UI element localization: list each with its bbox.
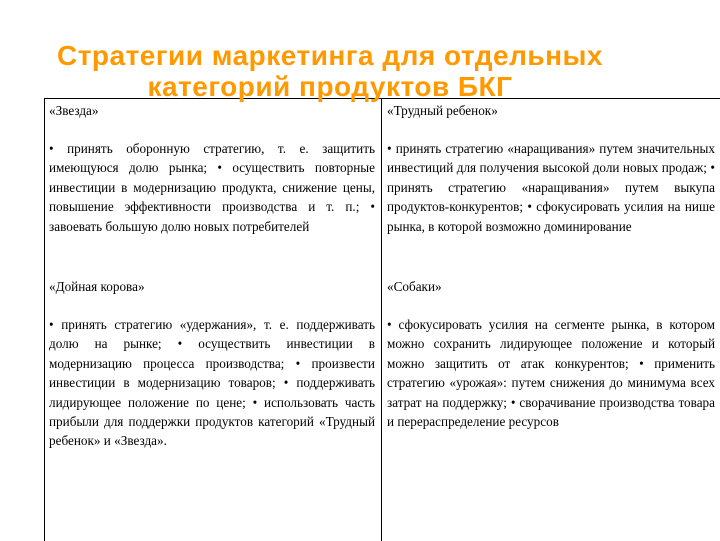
problem-child-heading: «Трудный ребенок»	[387, 103, 498, 118]
slide-title: Стратегии маркетинга для отдельных категорий продуктов БКГ	[56, 40, 604, 102]
cash-cow-strategies: • принять стратегию «удержания», т. е. поддерживать долю на рынке; • осуществить инвестиции в модернизацию процесса производства; • произвести инвестиции в модернизацию товаров; • поддерживать лидирующее положение по цене; • использовать часть прибыли для поддержки продуктов категорий «Трудный ребенок» и «Звезда».	[49, 317, 375, 449]
star-heading: «Звезда»	[49, 103, 99, 118]
cash-cow-heading: «Дойная корова»	[49, 279, 145, 294]
dogs-strategies: • сфокусировать усилия на сегменте рынка, в котором можно сохранить лидирующее положение и который можно защитить от атак конкурентов; • применить стратегию «урожая»: путем снижения до минимума всех затрат на поддержку; • сворачивание производства товара и перераспределение ресурсов	[387, 317, 715, 430]
dogs-heading: «Собаки»	[387, 279, 442, 294]
star-strategies: • принять оборонную стратегию, т. е. защитить имеющуюся долю рынка; • осуществить повторные инвестиции в модернизацию продукта, снижение цены, повышение эффективности производства и т. п.; • завоевать большую долю новых потребителей	[49, 141, 375, 234]
bcg-strategy-table	[44, 98, 720, 541]
problem-child-strategies: • принять стратегию «наращивания» путем значительных инвестиций для получения высокой доли новых продаж; • принять стратегию «наращивания» путем выкупа продуктов-конкурентов; • сфокусировать усилия на нише рынка, в которой возможно доминирование	[387, 141, 715, 234]
column-divider	[381, 99, 382, 541]
